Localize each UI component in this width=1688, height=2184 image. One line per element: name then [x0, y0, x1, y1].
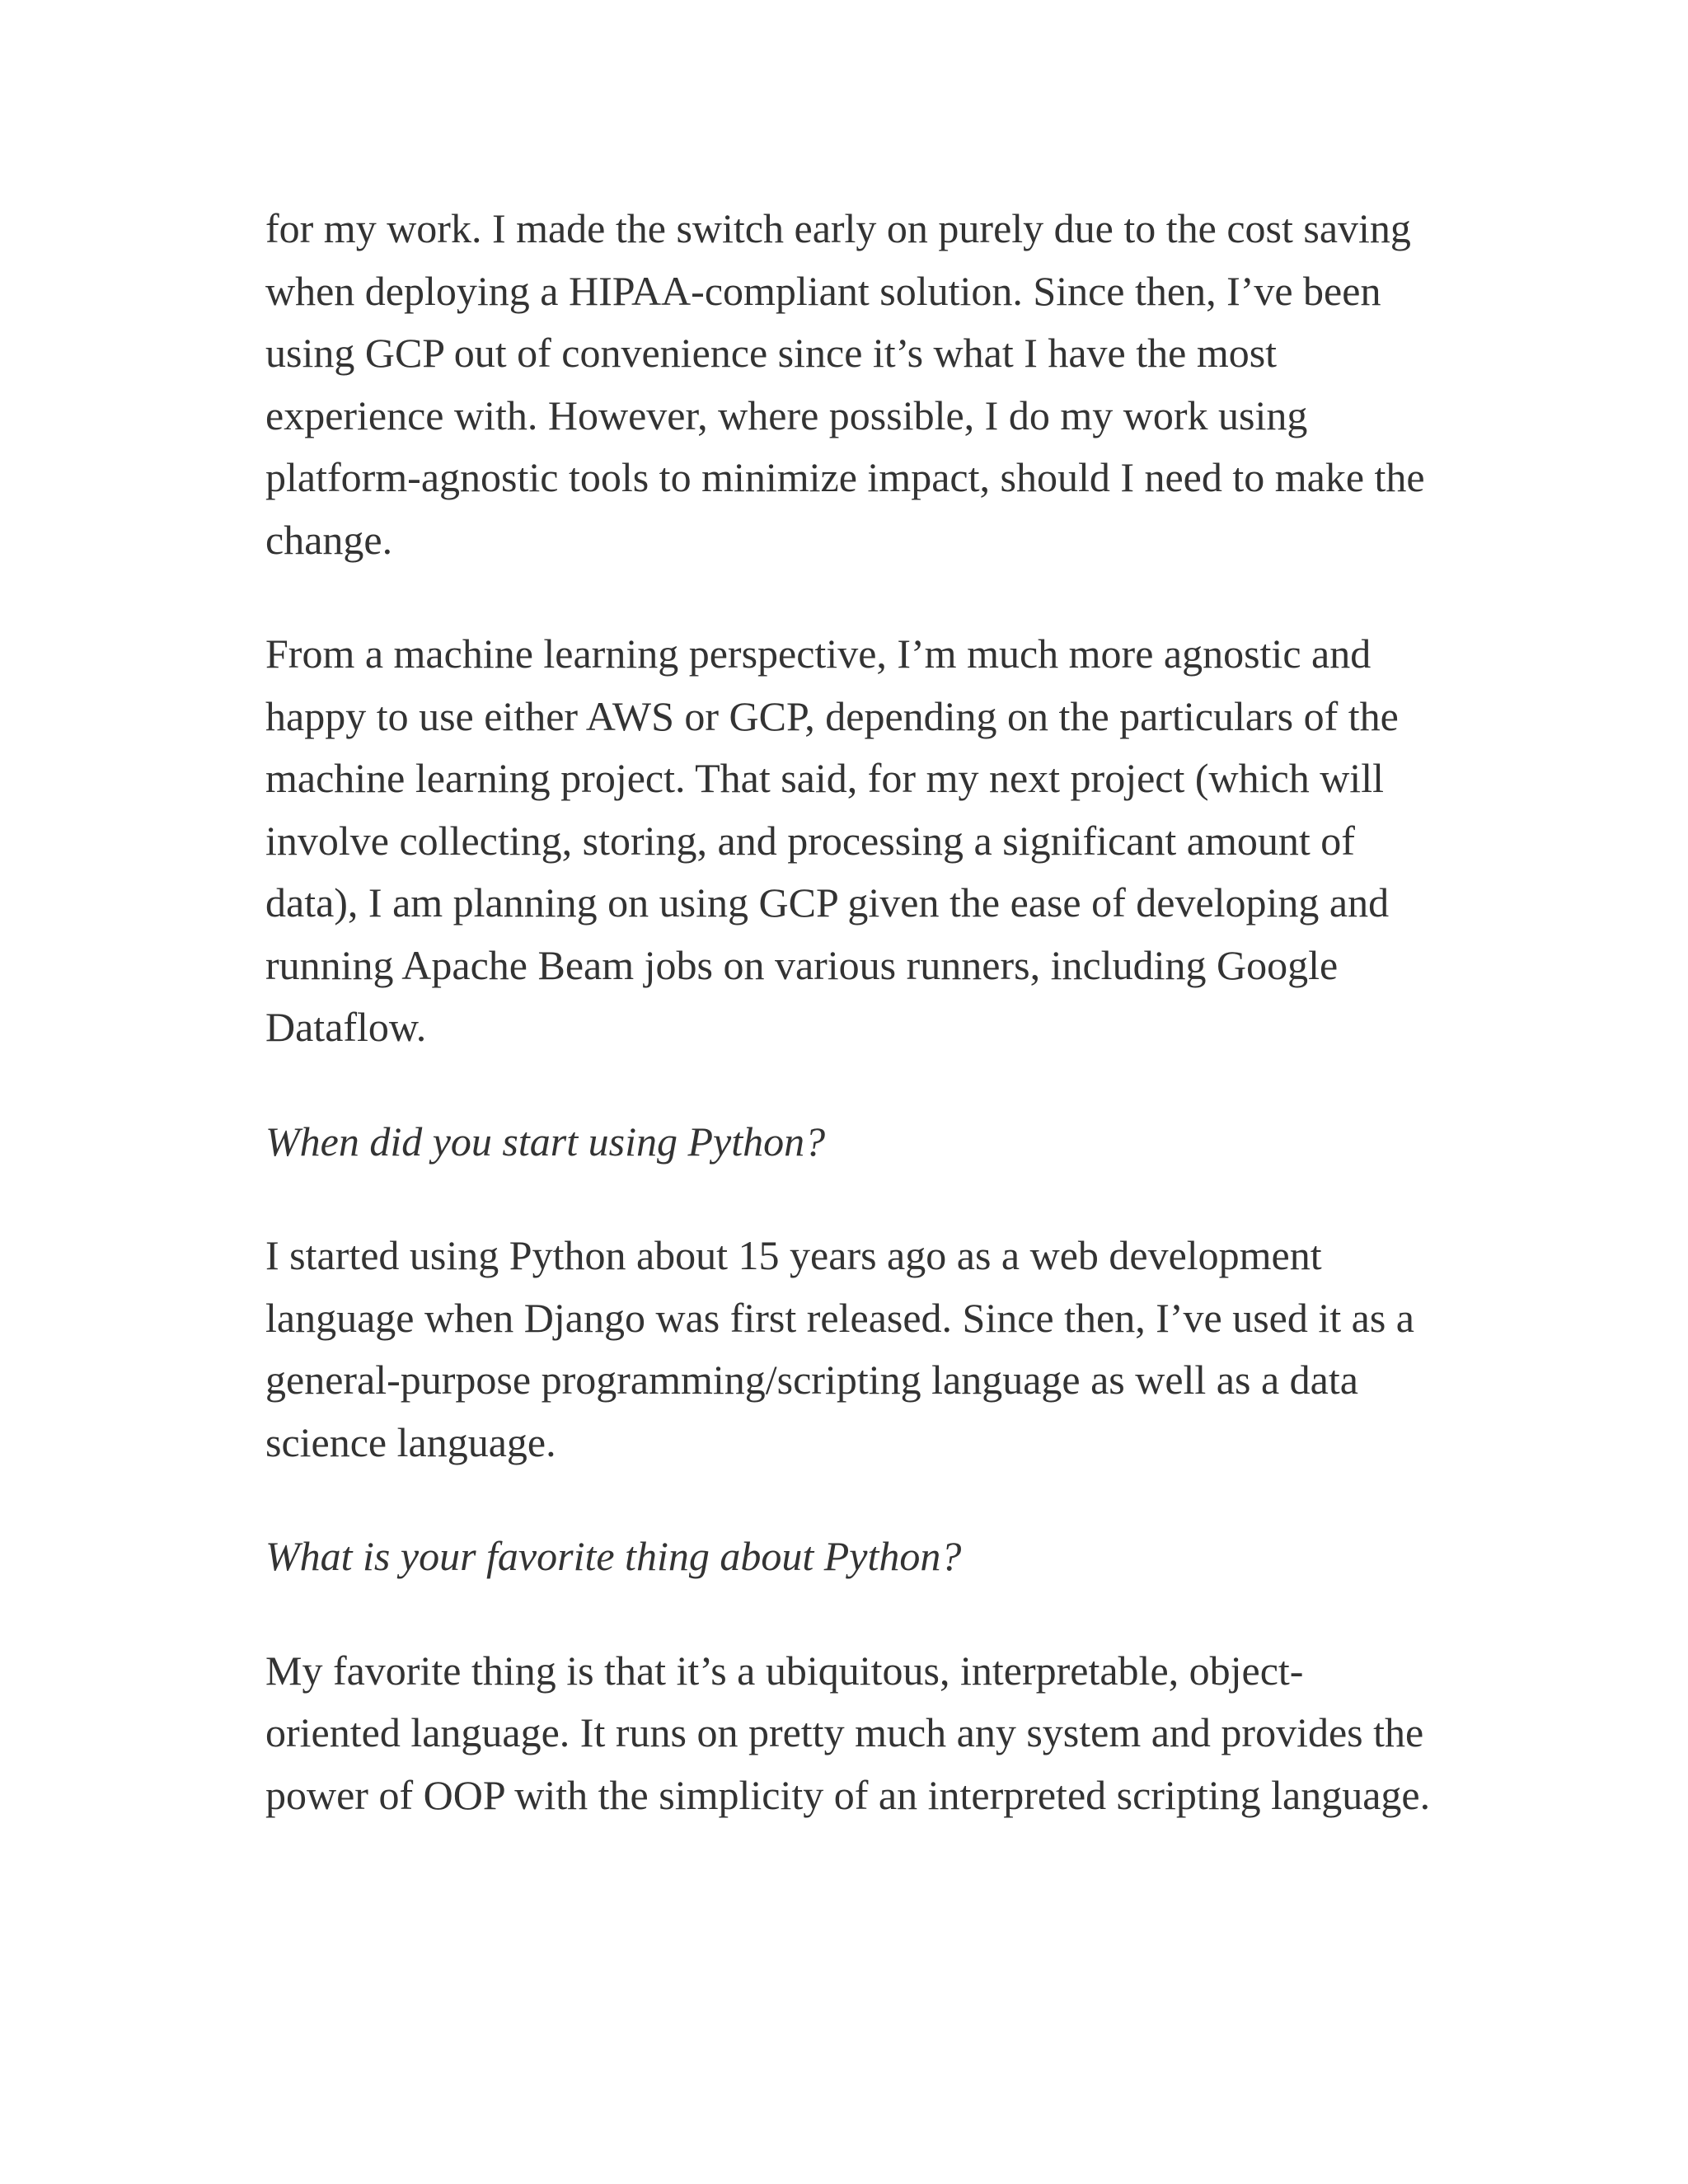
paragraph-machine-learning: From a machine learning perspective, I’m much more agnostic and happy to use either AWS or GCP, depending on the particulars of the machine learning project. That said, for my next project (which will involve collecting, storing, and processing a significant amount of data), I am planning on using GCP given the ease of developing and running Apache Beam jobs on various runners, including Google Dataflow. — [265, 630, 1399, 1050]
paragraph-cloud-choice: for my work. I made the switch early on purely due to the cost saving when deploying a HIPAA-compliant solution. Since then, I’ve been using GCP out of convenience since it’s what I have the most experience with. However, where possible, I do my work using platform-agnostic tools to minimize impact, should I need to make the change. — [265, 205, 1425, 563]
article-body — [265, 198, 1436, 1878]
paragraph-python-history: I started using Python about 15 years ago as a web development language when Django was first released. Since then, I’ve used it as a general-purpose programming/scripting language as well as a data science language. — [265, 1232, 1414, 1465]
question-start-python: When did you start using Python? — [265, 1118, 826, 1165]
question-favorite-thing: What is your favorite thing about Python? — [265, 1533, 962, 1579]
paragraph-favorite-thing: My favorite thing is that it’s a ubiquitous, interpretable, object-oriented language. It runs on pretty much any system and provides the power of OOP with the simplicity of an interpreted scripting language. — [265, 1647, 1431, 1818]
